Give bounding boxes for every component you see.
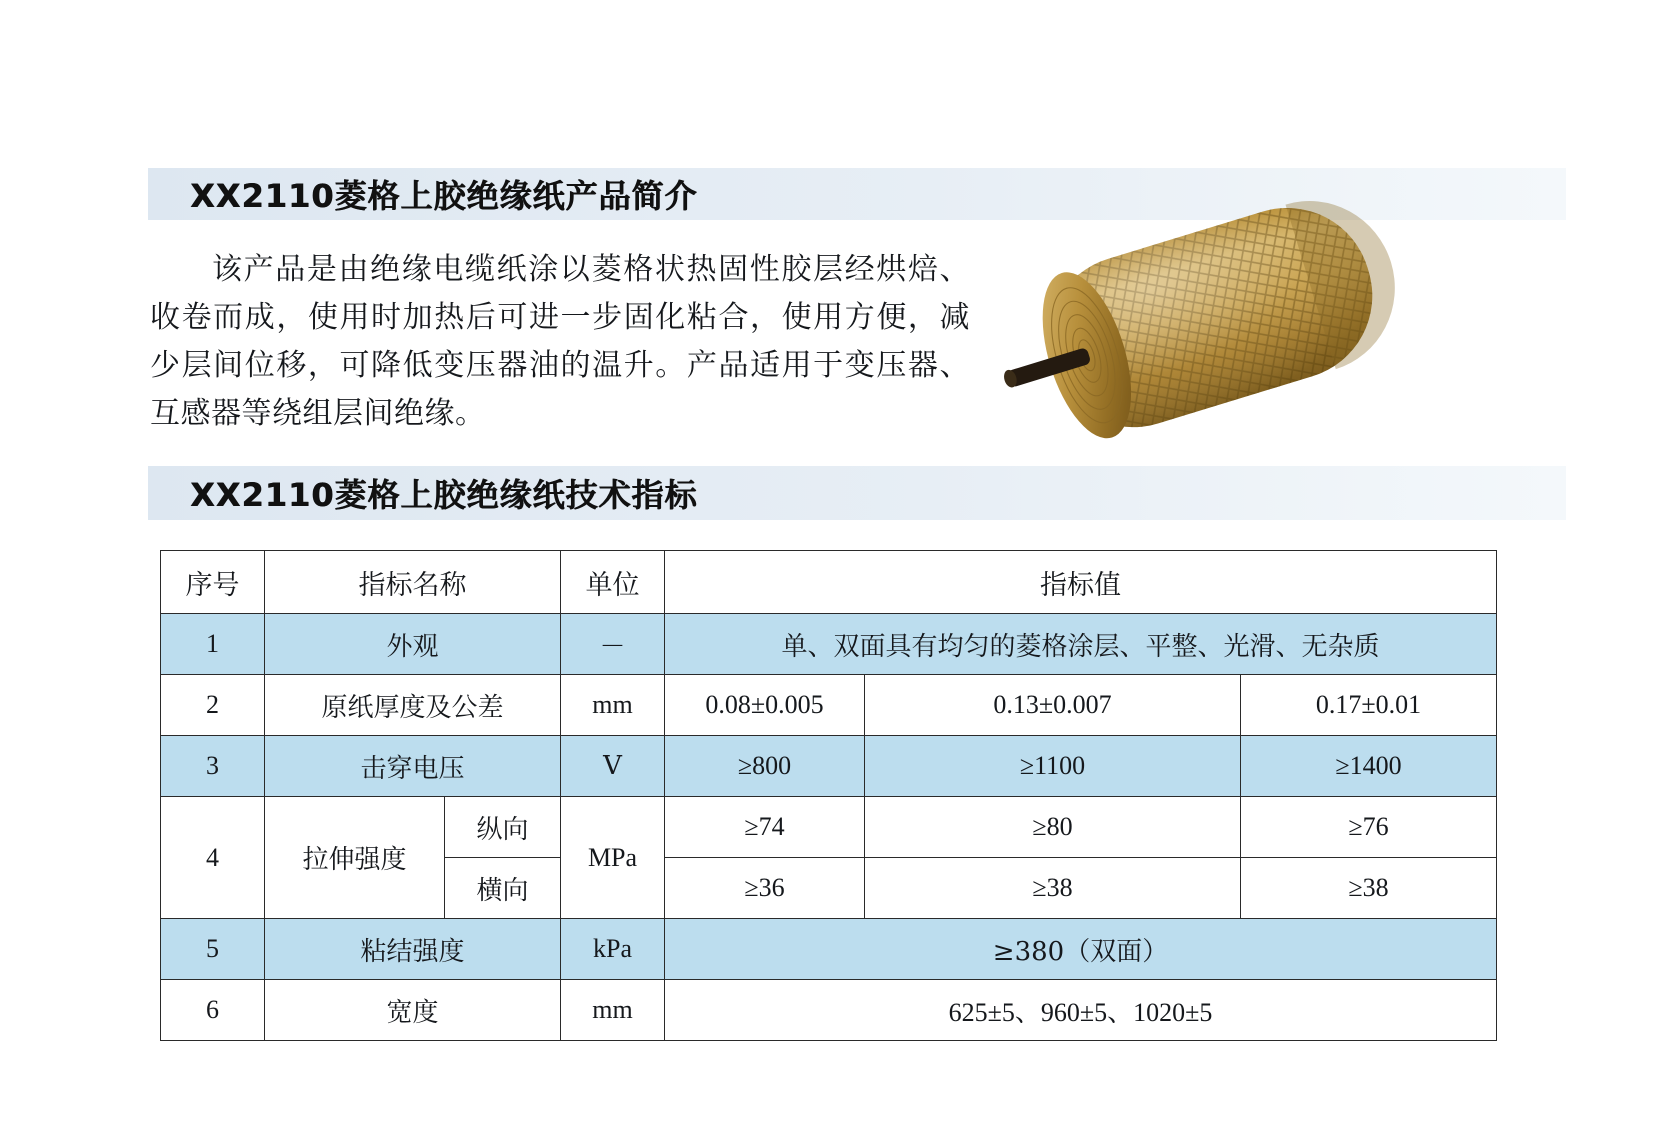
row-5-value: ≥380（双面） [665,919,1497,980]
row-2-unit: mm [561,675,665,736]
row-2-value-1: 0.08±0.005 [665,675,865,736]
table-row [161,797,1497,858]
row-4-no: 4 [161,797,265,919]
row-1-value: 单、双面具有均匀的菱格涂层、平整、光滑、无杂质 [665,614,1497,675]
table-row [161,614,1497,675]
row-6-no: 6 [161,980,265,1041]
table-row [161,980,1497,1041]
row-4a-value-3: ≥76 [1241,797,1497,858]
table-row [161,919,1497,980]
row-2-value-3: 0.17±0.01 [1241,675,1497,736]
header-no: 序号 [161,551,265,614]
row-4-name: 拉伸强度 [265,797,445,919]
row-2-name: 原纸厚度及公差 [265,675,561,736]
row-4b-value-1: ≥36 [665,858,865,919]
row-6-value: 625±5、960±5、1020±5 [665,980,1497,1041]
insulation-roll-illustration [985,180,1460,450]
row-3-value-2: ≥1100 [865,736,1241,797]
row-3-value-3: ≥1400 [1241,736,1497,797]
intro-heading-text: XX2110菱格上胶绝缘纸产品简介 [190,177,698,215]
spec-table [160,550,1497,1041]
row-1-no: 1 [161,614,265,675]
row-3-no: 3 [161,736,265,797]
header-unit: 单位 [561,551,665,614]
row-3-value-1: ≥800 [665,736,865,797]
row-5-name: 粘结强度 [265,919,561,980]
row-3-name: 击穿电压 [265,736,561,797]
row-2-no: 2 [161,675,265,736]
row-3-unit: V [561,736,665,797]
row-4a-value-2: ≥80 [865,797,1241,858]
table-header-row [161,551,1497,614]
spec-section-banner [148,466,1566,520]
row-4a-value-1: ≥74 [665,797,865,858]
table-row [161,675,1497,736]
row-5-unit: kPa [561,919,665,980]
intro-paragraph: 该产品是由绝缘电缆纸涂以菱格状热固性胶层经烘焙、收卷而成，使用时加热后可进一步固化粘合，使用方便，减少层间位移，可降低变压器油的温升。产品适用于变压器、互感器等绕组层间绝缘。 [150,252,970,431]
product-photo [985,180,1460,450]
row-4-sub-label-1: 纵向 [445,797,561,858]
row-1-name: 外观 [265,614,561,675]
table-row [161,736,1497,797]
header-name: 指标名称 [265,551,561,614]
row-2-value-2: 0.13±0.007 [865,675,1241,736]
row-4-unit: MPa [561,797,665,919]
row-4b-value-2: ≥38 [865,858,1241,919]
row-1-unit: － [561,614,665,675]
row-6-unit: mm [561,980,665,1041]
header-value: 指标值 [665,551,1497,614]
row-4b-value-3: ≥38 [1241,858,1497,919]
row-6-name: 宽度 [265,980,561,1041]
row-5-no: 5 [161,919,265,980]
row-4-sub-label-2: 横向 [445,858,561,919]
spec-heading-text: XX2110菱格上胶绝缘纸技术指标 [190,476,698,514]
